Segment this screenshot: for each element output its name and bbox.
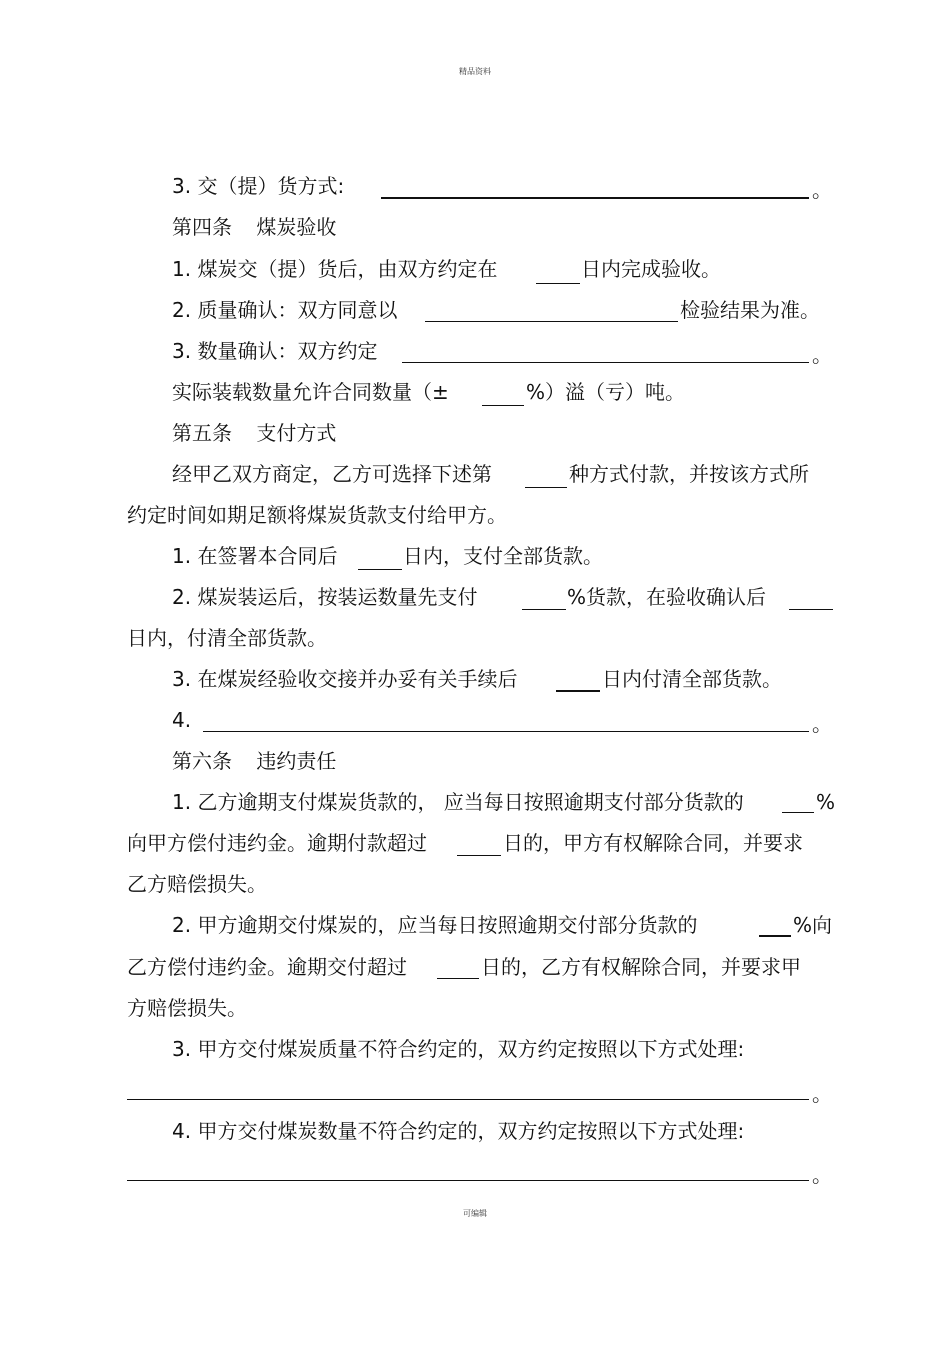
quality-confirmation-suffix: 检验结果为准。 xyxy=(680,298,820,322)
seller-overdue-days-blank[interactable] xyxy=(437,978,479,979)
buyer-late-payment-text: 1. 乙方逾期支付煤炭货款的， 应当每日按照逾期支付部分货款的 xyxy=(172,790,744,814)
page-header: 精品资料 xyxy=(459,67,491,76)
period: 。 xyxy=(812,178,832,202)
percent-sign: % xyxy=(816,790,836,814)
acceptance-days-suffix: 日内完成验收。 xyxy=(581,257,721,281)
quantity-handling-blank[interactable] xyxy=(127,1180,809,1181)
period: 。 xyxy=(812,1163,832,1187)
tolerance-percent-blank[interactable] xyxy=(482,405,524,406)
period: 。 xyxy=(812,712,832,736)
seller-late-delivery-text: 2. 甲方逾期交付煤炭的，应当每日按照逾期交付部分货款的 xyxy=(172,913,698,937)
payment-choice-blank[interactable] xyxy=(525,487,567,488)
quality-handling-blank[interactable] xyxy=(127,1099,809,1100)
payment-option-2-days-blank[interactable] xyxy=(789,609,833,610)
payment-option-3-days-blank[interactable] xyxy=(556,690,600,692)
payment-option-4-number: 4. xyxy=(172,708,192,732)
payment-choice-text: 经甲乙双方商定，乙方可选择下述第 xyxy=(172,462,492,486)
payment-option-1-suffix: 日内，支付全部货款。 xyxy=(403,544,603,568)
seller-penalty-suffix: %向 xyxy=(793,913,833,937)
payment-choice-suffix: 种方式付款，并按该方式所 xyxy=(569,462,809,486)
seller-late-delivery-continued: 乙方偿付违约金。逾期交付超过 xyxy=(127,955,407,979)
quantity-confirmation-blank[interactable] xyxy=(402,362,809,363)
seller-termination-text: 日的，乙方有权解除合同，并要求甲 xyxy=(481,955,801,979)
quality-inspection-blank[interactable] xyxy=(425,321,678,322)
delivery-method-label: 3. 交（提）货方式: xyxy=(172,174,345,198)
quantity-nonconformity-text: 4. 甲方交付煤炭数量不符合约定的，双方约定按照以下方式处理: xyxy=(172,1119,745,1143)
payment-option-4-blank[interactable] xyxy=(203,731,809,732)
payment-option-1-text: 1. 在签署本合同后 xyxy=(172,544,338,568)
payment-option-2-percent-blank[interactable] xyxy=(522,609,566,610)
payment-option-3-text: 3. 在煤炭经验收交接并办妥有关手续后 xyxy=(172,667,518,691)
buyer-late-payment-continued: 向甲方偿付违约金。逾期付款超过 xyxy=(127,831,427,855)
article-6-heading: 第六条 违约责任 xyxy=(172,749,337,773)
payment-option-1-days-blank[interactable] xyxy=(358,569,402,570)
article-4-heading: 第四条 煤炭验收 xyxy=(172,215,337,239)
buyer-compensation-text: 乙方赔偿损失。 xyxy=(127,872,267,896)
article-5-heading: 第五条 支付方式 xyxy=(172,421,337,445)
payment-option-2-text: 2. 煤炭装运后，按装运数量先支付 xyxy=(172,585,478,609)
acceptance-days-text: 1. 煤炭交（提）货后，由双方约定在 xyxy=(172,257,498,281)
seller-compensation-text: 方赔偿损失。 xyxy=(127,996,247,1020)
page-footer: 可编辑 xyxy=(463,1209,487,1218)
buyer-termination-text: 日的，甲方有权解除合同，并要求 xyxy=(503,831,803,855)
tolerance-text: 实际装载数量允许合同数量（± xyxy=(172,380,449,404)
acceptance-days-blank[interactable] xyxy=(536,283,580,284)
buyer-overdue-days-blank[interactable] xyxy=(457,855,501,856)
payment-option-2-continued: 日内，付清全部货款。 xyxy=(127,626,327,650)
seller-penalty-percent-blank[interactable] xyxy=(759,935,791,937)
payment-choice-continued: 约定时间如期足额将煤炭货款支付给甲方。 xyxy=(127,503,507,527)
quality-confirmation-text: 2. 质量确认：双方同意以 xyxy=(172,298,398,322)
tolerance-suffix: %）溢（亏）吨。 xyxy=(526,380,686,404)
buyer-penalty-percent-blank[interactable] xyxy=(782,812,814,813)
delivery-method-blank[interactable] xyxy=(381,197,809,199)
payment-option-2-middle: %货款，在验收确认后 xyxy=(567,585,767,609)
period: 。 xyxy=(812,1082,832,1106)
period: 。 xyxy=(812,343,832,367)
payment-option-3-suffix: 日内付清全部货款。 xyxy=(602,667,782,691)
quantity-confirmation-text: 3. 数量确认：双方约定 xyxy=(172,339,378,363)
quality-nonconformity-text: 3. 甲方交付煤炭质量不符合约定的，双方约定按照以下方式处理: xyxy=(172,1037,745,1061)
